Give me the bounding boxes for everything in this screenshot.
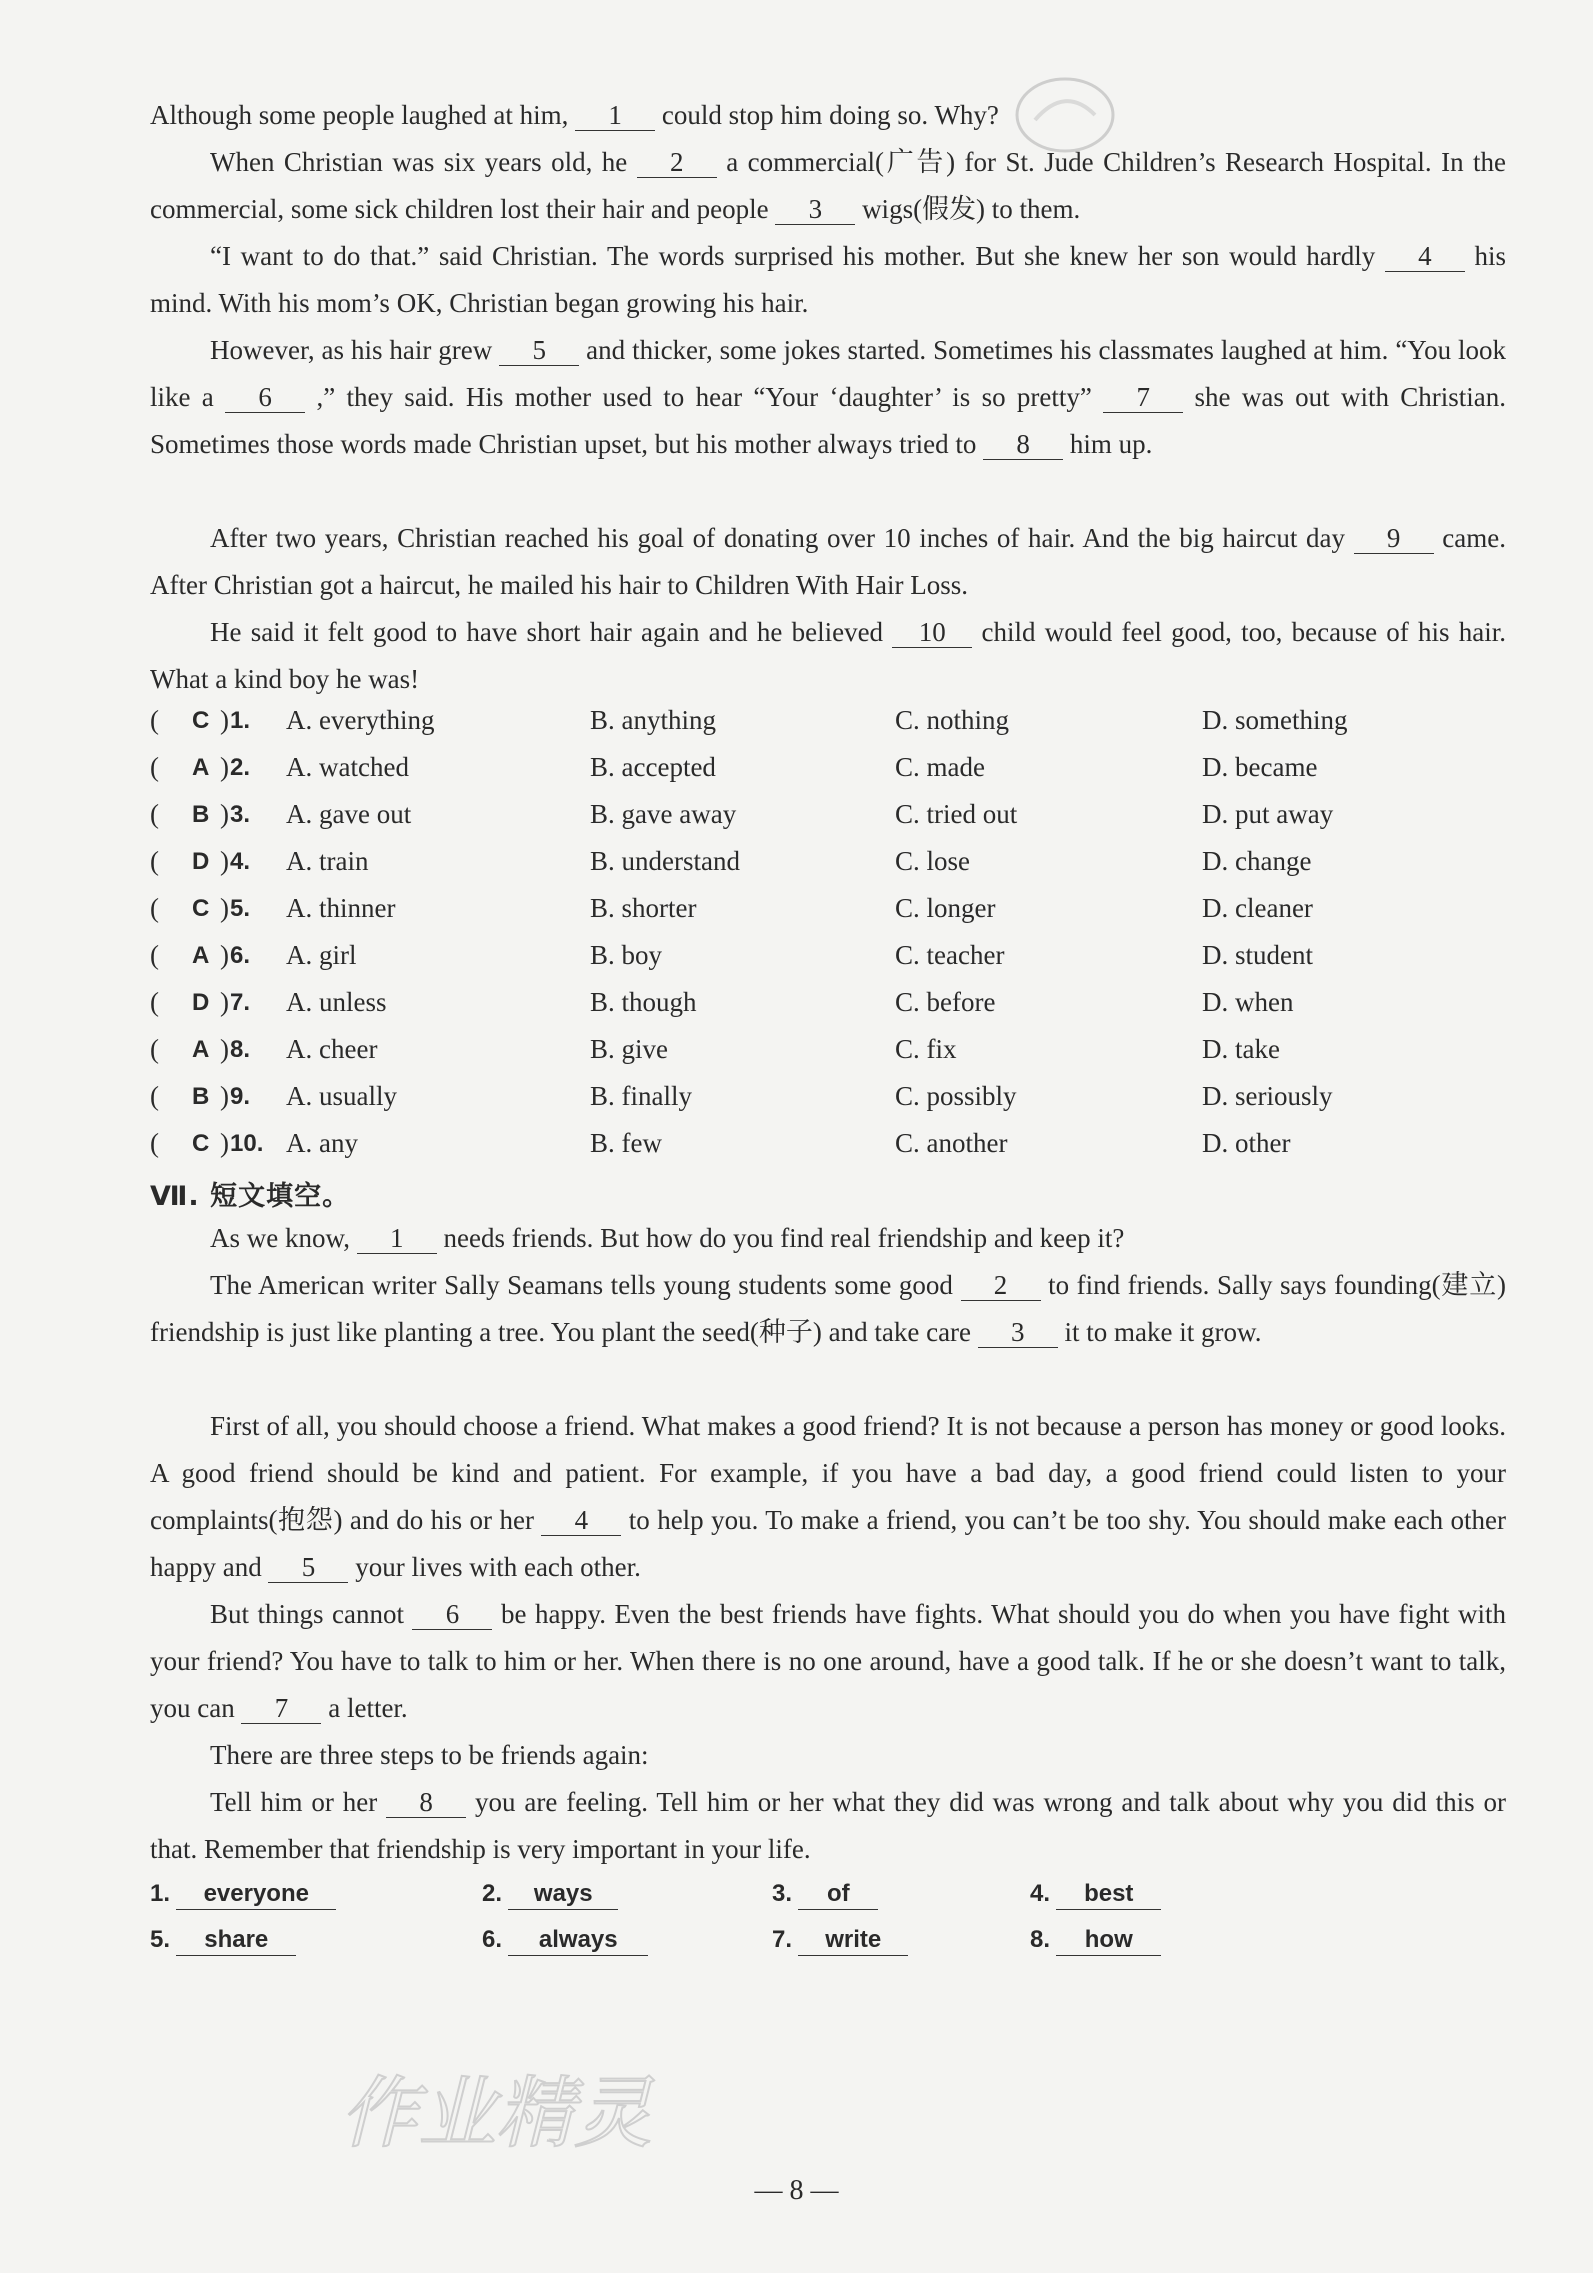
- option-a: A. watched: [286, 752, 409, 782]
- answer-letter: B: [192, 1083, 210, 1110]
- answer-item: 5. share: [150, 1919, 296, 1961]
- open-paren: (: [150, 940, 159, 970]
- option-d: D. seriously: [1202, 1081, 1333, 1111]
- answer-item: 4. best: [1030, 1873, 1161, 1915]
- section7-paragraph-6: Tell him or her 8 you are feeling. Tell him or her what they did was wrong and talk about why you did this or that. Remember that friendship is very important in your life.: [150, 1787, 1507, 1864]
- option-d: D. cleaner: [1202, 893, 1313, 923]
- option-b: B. finally: [590, 1081, 692, 1111]
- option-row: [150, 1026, 1506, 1073]
- option-row: [150, 1120, 1506, 1167]
- section7-paragraph-4: But things cannot 6 be happy. Even the best friends have fights. What should you do when you have fight with your friend? You have to talk to him or her. When there is no one around, have a good talk. If he or she doesn’t want to talk, you can 7 a letter.: [150, 1599, 1506, 1723]
- option-d: D. something: [1202, 705, 1348, 735]
- open-paren: (: [150, 893, 159, 923]
- option-c: C. nothing: [895, 705, 1010, 735]
- section7-paragraph-3: First of all, you should choose a friend. What makes a good friend? It is not because a person has money or good looks. A good friend should be kind and patient. For example, if you have a bad day, a good friend could listen to your complaints(抱怨) and do his or her 4 to help you. To make a friend, you can’t be too shy. You should make each other happy and 5 your lives with each other.: [150, 1411, 1506, 1582]
- option-a: A. train: [286, 846, 369, 876]
- cloze-paragraph-4: However, as his hair grew 5 and thicker, some jokes started. Sometimes his classmates laughed at him. “You look like a 6 ,” they said. His mother used to hear “Your ‘daughter’ is so pretty” 7 she was out with Christian. Sometimes those words made Christian upset, but his mother always tried to 8 him up.: [150, 335, 1507, 459]
- option-a: A. everything: [286, 705, 435, 735]
- option-d: D. take: [1202, 1034, 1280, 1064]
- option-row: [150, 932, 1506, 979]
- option-a: A. thinner: [286, 893, 396, 923]
- option-c: C. made: [895, 752, 985, 782]
- answer-item: 1. everyone: [150, 1873, 336, 1915]
- close-paren: ): [220, 705, 229, 735]
- answer-letter: A: [192, 1036, 210, 1063]
- option-d: D. student: [1202, 940, 1313, 970]
- open-paren: (: [150, 799, 159, 829]
- question-number: 1.: [230, 707, 251, 734]
- close-paren: ): [220, 987, 229, 1017]
- option-a: A. gave out: [286, 799, 412, 829]
- option-b: B. boy: [590, 940, 663, 970]
- close-paren: ): [220, 1081, 229, 1111]
- option-b: B. give: [590, 1034, 668, 1064]
- option-d: D. became: [1202, 752, 1318, 782]
- open-paren: (: [150, 1034, 159, 1064]
- cloze-paragraph-6: He said it felt good to have short hair again and he believed 10 child would feel good, too, because of his hair. What a kind boy he was!: [150, 617, 1507, 694]
- option-row: [150, 885, 1506, 932]
- answer-row-1: [150, 1873, 1350, 1915]
- answer-item: 2. ways: [482, 1873, 618, 1915]
- option-a: A. girl: [286, 940, 357, 970]
- answer-letter: C: [192, 1130, 210, 1157]
- option-b: B. anything: [590, 705, 716, 735]
- answer-item: 3. of: [772, 1873, 878, 1915]
- option-c: C. longer: [895, 893, 996, 923]
- section7-paragraph-2: The American writer Sally Seamans tells young students some good 2 to find friends. Sally says founding(建立) friendship is just like planting a tree. You plant the seed(种子) and take care 3 it to make it grow.: [150, 1270, 1507, 1347]
- open-paren: (: [150, 752, 159, 782]
- option-b: B. few: [590, 1128, 662, 1158]
- cloze-paragraph-2: When Christian was six years old, he 2 a commercial(广告) for St. Jude Children’s Research Hospital. In the commercial, some sick children lost their hair and people 3 wigs(假发) to them.: [150, 147, 1507, 224]
- answer-letter: D: [192, 989, 210, 1016]
- answer-letter: D: [192, 848, 210, 875]
- close-paren: ): [220, 940, 229, 970]
- question-number: 9.: [230, 1083, 251, 1110]
- option-d: D. put away: [1202, 799, 1334, 829]
- question-number: 5.: [230, 895, 251, 922]
- answer-letter: A: [192, 942, 210, 969]
- question-number: 2.: [230, 754, 251, 781]
- option-c: C. fix: [895, 1034, 957, 1064]
- option-b: B. understand: [590, 846, 740, 876]
- option-row: [150, 791, 1506, 838]
- close-paren: ): [220, 752, 229, 782]
- option-a: A. usually: [286, 1081, 397, 1111]
- watermark-logo: [330, 2055, 660, 2165]
- answer-letter: C: [192, 895, 210, 922]
- option-row: [150, 744, 1506, 791]
- option-c: C. before: [895, 987, 996, 1017]
- answer-row-2: [150, 1919, 1350, 1961]
- svg-text:作业精灵: 作业精灵: [340, 2069, 653, 2159]
- question-number: 4.: [230, 848, 251, 875]
- section7-paragraph-1: As we know, 1 needs friends. But how do you find real friendship and keep it?: [210, 1223, 1125, 1253]
- option-d: D. other: [1202, 1128, 1291, 1158]
- option-row: [150, 1073, 1506, 1120]
- option-b: B. gave away: [590, 799, 737, 829]
- cloze-paragraph-5: After two years, Christian reached his goal of donating over 10 inches of hair. And the big haircut day 9 came. After Christian got a haircut, he mailed his hair to Children With Hair Loss.: [150, 523, 1506, 600]
- option-d: D. change: [1202, 846, 1312, 876]
- open-paren: (: [150, 846, 159, 876]
- option-c: C. tried out: [895, 799, 1018, 829]
- option-a: A. unless: [286, 987, 387, 1017]
- question-number: 3.: [230, 801, 251, 828]
- option-c: C. teacher: [895, 940, 1005, 970]
- option-row: [150, 697, 1506, 744]
- question-number: 8.: [230, 1036, 251, 1063]
- open-paren: (: [150, 705, 159, 735]
- option-a: A. cheer: [286, 1034, 378, 1064]
- option-d: D. when: [1202, 987, 1294, 1017]
- option-c: C. another: [895, 1128, 1008, 1158]
- open-paren: (: [150, 1081, 159, 1111]
- close-paren: ): [220, 1128, 229, 1158]
- answer-item: 8. how: [1030, 1919, 1161, 1961]
- answer-letter: C: [192, 707, 210, 734]
- close-paren: ): [220, 799, 229, 829]
- question-number: 7.: [230, 989, 251, 1016]
- option-c: C. lose: [895, 846, 971, 876]
- option-b: B. accepted: [590, 752, 716, 782]
- answer-item: 7. write: [772, 1919, 908, 1961]
- close-paren: ): [220, 846, 229, 876]
- section7-paragraph-5: There are three steps to be friends again:: [210, 1740, 649, 1770]
- close-paren: ): [220, 1034, 229, 1064]
- open-paren: (: [150, 987, 159, 1017]
- option-c: C. possibly: [895, 1081, 1017, 1111]
- option-b: B. though: [590, 987, 697, 1017]
- answer-letter: B: [192, 801, 210, 828]
- question-number: 6.: [230, 942, 251, 969]
- page-number: — 8 —: [754, 2175, 839, 2206]
- answer-item: 6. always: [482, 1919, 648, 1961]
- question-number: 10.: [230, 1130, 264, 1157]
- cloze-paragraph-1: Although some people laughed at him, 1 could stop him doing so. Why?: [150, 100, 999, 130]
- option-row: [150, 979, 1506, 1026]
- section-title: Ⅶ. 短文填空。: [150, 1181, 351, 1212]
- option-a: A. any: [286, 1128, 358, 1158]
- option-b: B. shorter: [590, 893, 697, 923]
- option-row: [150, 838, 1506, 885]
- answer-letter: A: [192, 754, 210, 781]
- close-paren: ): [220, 893, 229, 923]
- open-paren: (: [150, 1128, 159, 1158]
- cloze-paragraph-3: “I want to do that.” said Christian. The words surprised his mother. But she knew her son would hardly 4 his mind. With his mom’s OK, Christian began growing his hair.: [150, 241, 1507, 318]
